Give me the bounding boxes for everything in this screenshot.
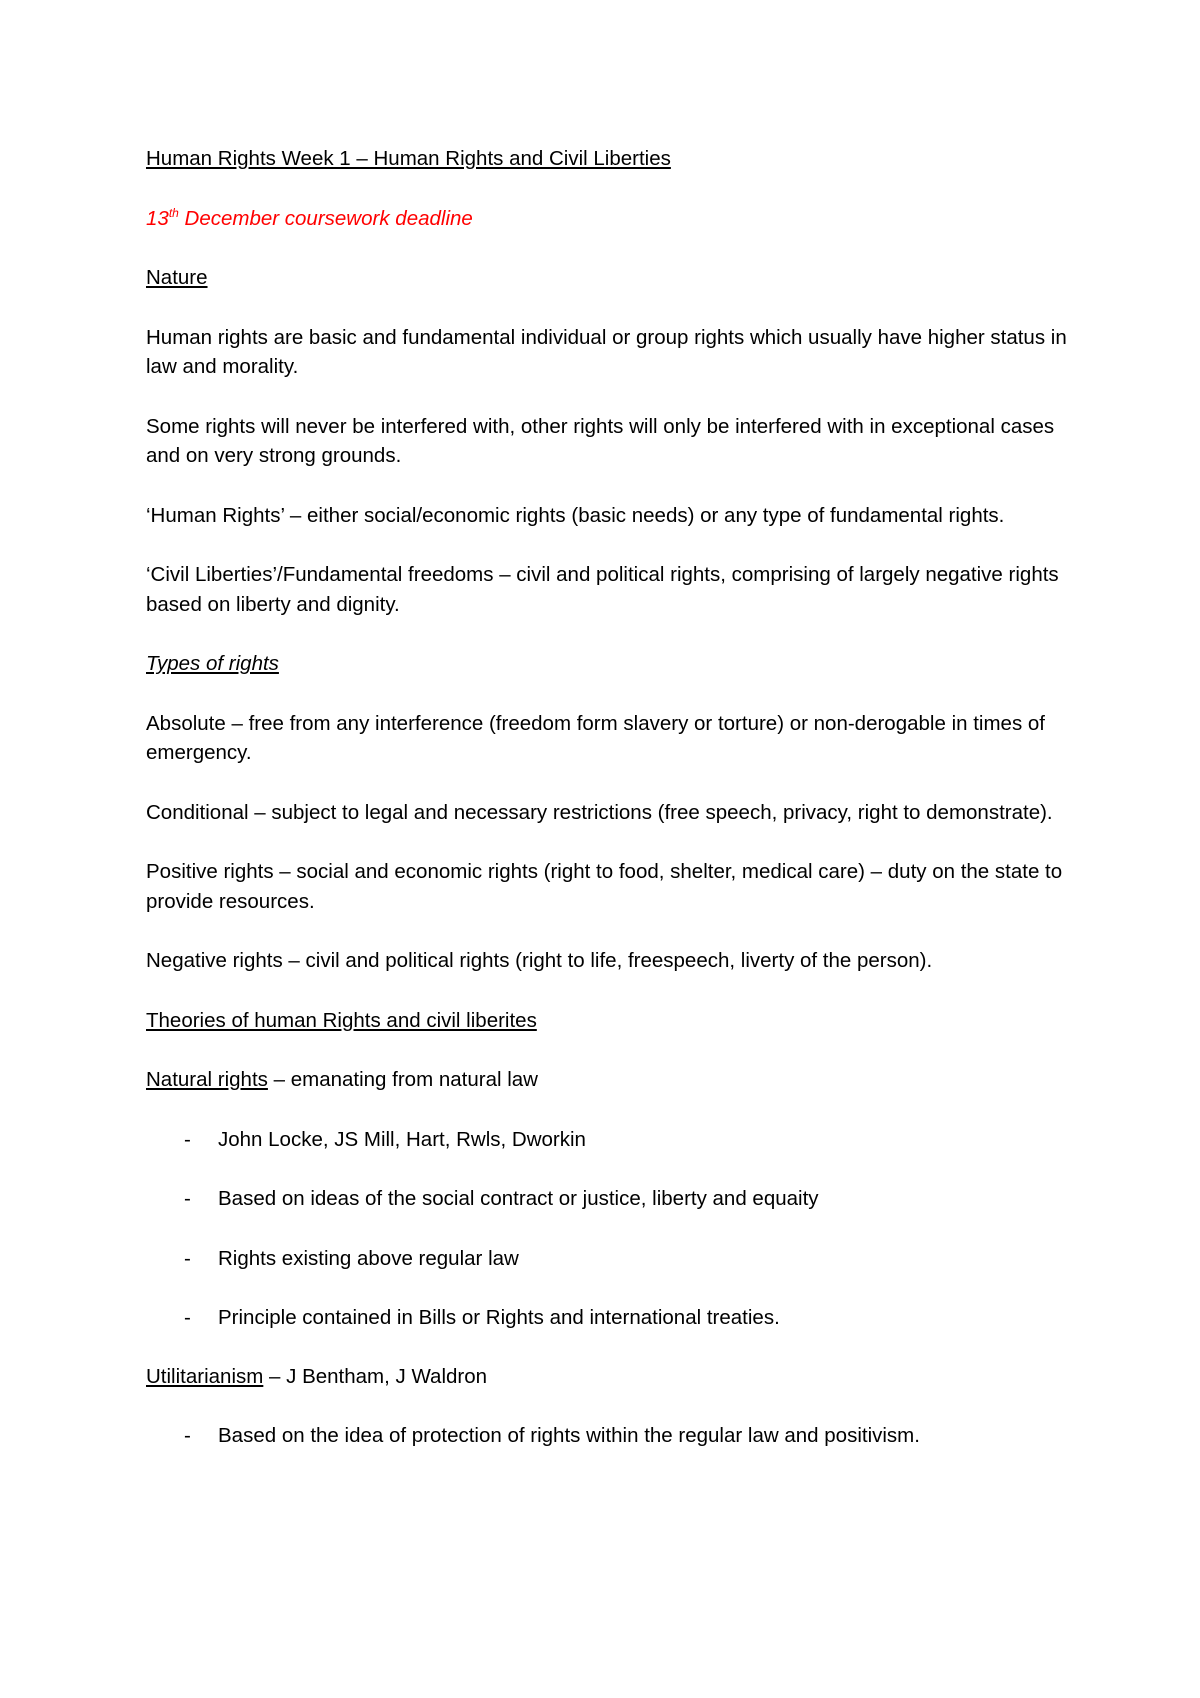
list-item: [146, 1303, 1076, 1333]
theories-heading: Theories of human Rights and civil liberites: [146, 1008, 537, 1032]
utilitarianism-list: [146, 1421, 1076, 1451]
section-heading-nature: [146, 263, 1076, 293]
types-paragraph: Absolute – free from any interference (freedom form slavery or torture) or non-derogable in times of emergency.: [146, 711, 1045, 764]
list-item-text: Rights existing above regular law: [218, 1246, 519, 1270]
list-item: [146, 1184, 1076, 1214]
deadline-day-suffix: th: [168, 205, 179, 220]
dash-marker: -: [184, 1187, 191, 1210]
list-item: [146, 1244, 1076, 1274]
section-heading-theories: [146, 1006, 1076, 1036]
types-paragraph: Negative rights – civil and political rights (right to life, freespeech, liverty of the person).: [146, 949, 933, 972]
title-text: Human Rights Week 1 – Human Rights and Civil Liberties: [146, 147, 671, 170]
document-page: [146, 144, 1076, 1480]
deadline-note: [146, 204, 1076, 234]
list-item: [146, 1421, 1076, 1451]
nature-paragraph: Human rights are basic and fundamental individual or group rights which usually have higher status in law and morality.: [146, 325, 1067, 378]
types-paragraph: Positive rights – social and economic rights (right to food, shelter, medical care) – duty on the state to provide resources.: [146, 860, 1063, 913]
section-heading-types: [146, 649, 1076, 679]
dash-marker: -: [184, 1306, 191, 1329]
deadline-text: December coursework deadline: [178, 206, 473, 230]
list-item-text: Principle contained in Bills or Rights and international treaties.: [218, 1306, 780, 1329]
nature-paragraph: ‘Civil Liberties’/Fundamental freedoms – civil and political rights, comprising of largely negative rights based on liberty and dignity.: [146, 563, 1059, 616]
nature-heading: Nature: [146, 266, 208, 289]
list-item-text: Based on ideas of the social contract or justice, liberty and equaity: [218, 1187, 819, 1210]
types-heading: Types of rights: [146, 652, 279, 675]
dash-marker: -: [184, 1246, 191, 1270]
utilitarianism-line: [146, 1362, 1076, 1392]
utilitarianism-desc: – J Bentham, J Waldron: [263, 1364, 488, 1388]
dash-marker: -: [184, 1424, 191, 1447]
list-item-text: John Locke, JS Mill, Hart, Rwls, Dworkin: [218, 1127, 586, 1151]
natural-rights-line: [146, 1065, 1076, 1095]
natural-rights-term: Natural rights: [146, 1068, 268, 1091]
list-item: [146, 1125, 1076, 1155]
dash-marker: -: [184, 1127, 191, 1151]
nature-paragraph: ‘Human Rights’ – either social/economic rights (basic needs) or any type of fundamental rights.: [146, 503, 1005, 527]
list-item-text: Based on the idea of protection of rights within the regular law and positivism.: [218, 1424, 920, 1447]
natural-rights-desc: – emanating from natural law: [267, 1068, 538, 1091]
types-paragraph: Conditional – subject to legal and necessary restrictions (free speech, privacy, right to demonstrate).: [146, 800, 1053, 824]
natural-rights-list: [146, 1125, 1076, 1333]
utilitarianism-term: Utilitarianism: [146, 1364, 264, 1388]
deadline-day: 13: [146, 206, 169, 230]
document-title: [146, 144, 1076, 174]
nature-paragraph: Some rights will never be interfered with, other rights will only be interfered with in exceptional cases and on very strong grounds.: [146, 414, 1055, 467]
